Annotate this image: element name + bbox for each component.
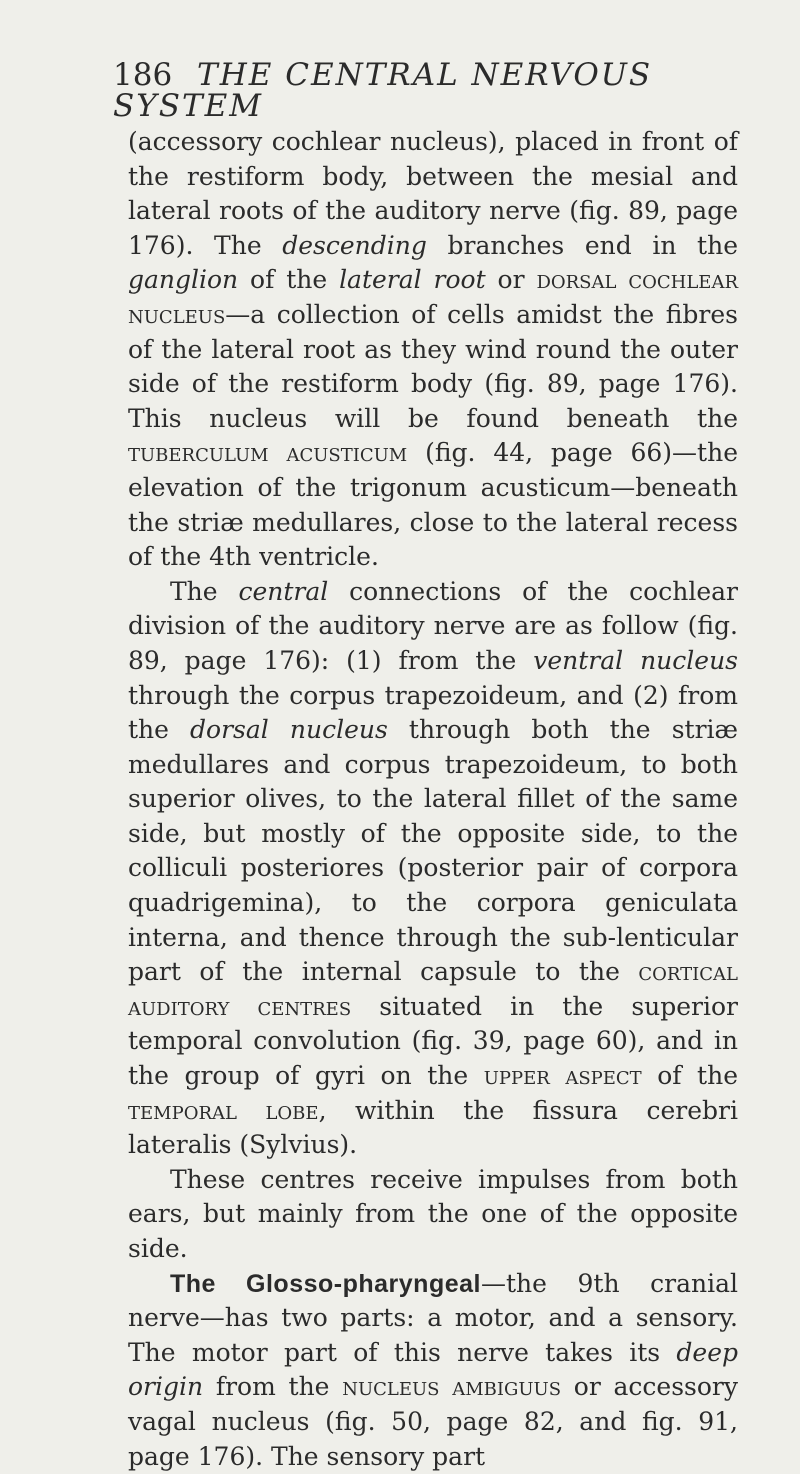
text-span: This nucleus will be found beneath the — [128, 403, 738, 433]
small-caps-term: temporal lobe — [128, 1095, 319, 1125]
text-span: through both the striæ medullares and corpus trapezoideum, to both superior olives, to the lateral fillet of the same side, but mostly of the opposite side, to the colliculi posteriores (posterior pair of corpora quadrigemina), to the corpora geniculata interna, and thence through the sub-lenticular part of the internal capsule to the — [128, 715, 739, 987]
paragraph-2 — [128, 575, 738, 1163]
text-span: , within the fissura cerebri lateralis (Sylvius). — [128, 1095, 738, 1160]
text-span: or — [485, 265, 537, 295]
italic-term: lateral root — [339, 265, 486, 295]
text-span: or accessory vagal nucleus (fig. 50, page 82, and fig. 91, page 176). The sensory part — [128, 1372, 738, 1471]
page-number: 186 — [113, 57, 173, 93]
text-span: —the 9th cranial nerve—has two parts: a motor, and a sensory. The motor part of this nerve takes its — [128, 1268, 738, 1367]
text-span: (accessory cochlear nucleus), placed in front of the restiform body, between the mesial and lateral roots of the auditory nerve (fig. 89, page 176). — [128, 127, 738, 260]
small-caps-term: dorsal cochlear nucleus — [128, 265, 738, 329]
italic-term: ventral nucleus — [533, 645, 739, 675]
paragraph-1 — [128, 125, 738, 575]
text-span: situated in the superior temporal convolution (fig. 39, page 60), and in the group of gyri on the — [128, 991, 738, 1091]
body-text — [128, 125, 738, 1474]
text-span: (fig. 44, page 66)—the elevation of the trigonum acusticum—beneath the striæ medullares, close to the lateral recess of the 4th ventricle. — [128, 438, 738, 572]
paragraph-3: These centres receive impulses from both ears, but mainly from the one of the opposite side. — [128, 1164, 738, 1263]
text-span: connections of the cochlear division of the auditory nerve are as follow (fig. 89, page 176): (1) from the — [128, 576, 738, 675]
text-span: of the — [238, 265, 340, 295]
italic-term: ganglion — [128, 265, 239, 295]
text-span: The — [170, 576, 239, 606]
small-caps-term: tuberculum acusticum — [128, 438, 408, 468]
paragraph-4 — [128, 1267, 738, 1474]
italic-term: dorsal nucleus — [190, 715, 388, 745]
text-span: through the corpus trapezoideum, and (2) from the — [128, 680, 738, 745]
running-title: THE CENTRAL NERVOUS SYSTEM — [113, 57, 653, 124]
bold-heading-term: The Glosso-pharyngeal — [170, 1269, 481, 1298]
small-caps-term: nucleus ambiguus — [342, 1372, 562, 1402]
text-span: from the — [203, 1372, 343, 1402]
running-header — [113, 57, 733, 124]
italic-term: descending — [282, 230, 427, 260]
italic-term: central — [238, 576, 329, 606]
small-caps-term: upper aspect — [483, 1061, 642, 1091]
italic-term: deep origin — [128, 1337, 738, 1402]
text-span: branches end in the — [426, 230, 738, 260]
text-span: of the — [641, 1061, 738, 1091]
small-caps-term: cortical auditory centres — [128, 957, 738, 1021]
text-span: The — [214, 230, 283, 260]
text-span: —a collection of cells amidst the fibres of the lateral root as they wind round the outer side of the restiform body (fig. 89, page 176). — [128, 299, 738, 399]
